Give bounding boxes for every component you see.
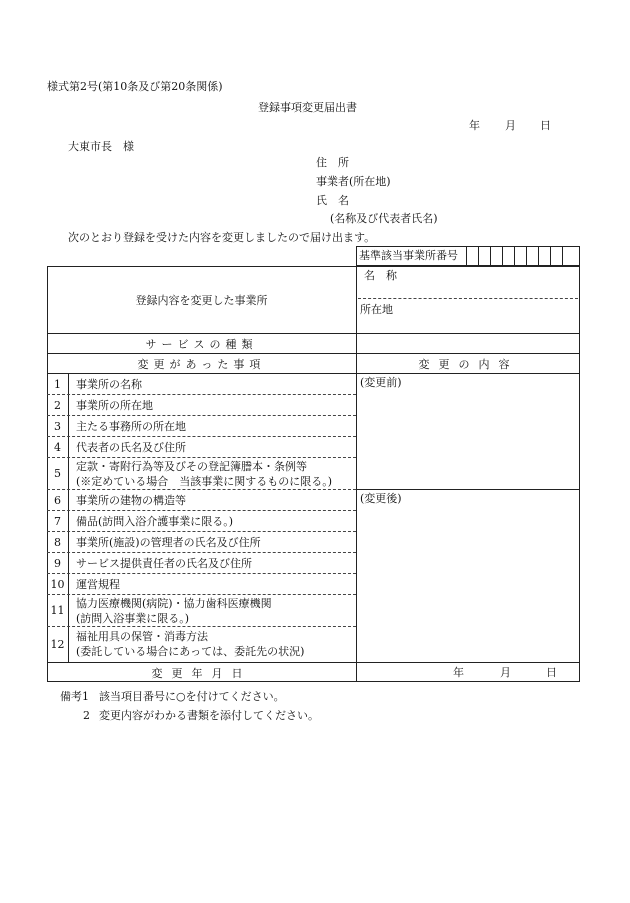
item-text-note: (※定めている場合 当該事業に関するものに限る。) [76, 475, 333, 488]
item-number: 3 [54, 419, 61, 433]
item-number: 1 [54, 377, 61, 391]
change-date-year: 年 [453, 666, 464, 679]
applicant-name-note: (名称及び代表者氏名) [330, 212, 438, 225]
remarks-label: 備考1 [60, 690, 89, 703]
before-change-label: (変更前) [360, 376, 402, 389]
office-number-label: 基準該当事業所番号 [359, 249, 458, 262]
office-section-label: 登録内容を変更した事業所 [135, 293, 268, 307]
change-date-label: 変更年月日 [151, 666, 252, 680]
item-text: 主たる事務所の所在地 [76, 420, 186, 433]
applicant-address-label: 住 所 [316, 156, 349, 169]
item-text-note: (委託している場合にあっては、委託先の状況) [76, 645, 305, 658]
service-type-label: サービスの種類 [145, 337, 258, 351]
item-text: 福祉用具の保管・消毒方法 [76, 630, 208, 643]
item-text: 協力医療機関(病院)・協力歯科医療機関 [76, 597, 272, 610]
item-text: 定款・寄附行為等及びその登記簿謄本・条例等 [76, 460, 307, 473]
office-name-label: 名 称 [364, 269, 397, 282]
item-text: 備品(訪問入浴介護事業に限る。) [76, 515, 234, 528]
changed-items-header: 変更があった事項 [137, 357, 266, 371]
item-text: 代表者の氏名及び住所 [76, 441, 186, 454]
item-number: 7 [54, 514, 61, 528]
item-text: 事業所(施設)の管理者の氏名及び住所 [76, 536, 261, 549]
remarks-note-2: 変更内容がわかる書類を添付してください。 [99, 709, 319, 722]
date-year-label: 年 [469, 119, 480, 132]
item-text: 事業所の建物の構造等 [76, 494, 186, 507]
item-text: サービス提供責任者の氏名及び住所 [76, 557, 252, 570]
remarks-note-2-number: 2 [83, 709, 90, 722]
item-number: 10 [50, 577, 65, 591]
remarks-note-1: 該当項目番号に○を付けてください。 [99, 690, 285, 703]
applicant-name-label: 氏 名 [316, 194, 349, 207]
item-number: 5 [54, 467, 61, 480]
item-text: 事業所の所在地 [76, 399, 153, 412]
change-content-header: 変更の内容 [418, 357, 519, 371]
item-number: 2 [54, 398, 61, 412]
addressee: 大東市長 様 [68, 140, 134, 153]
item-number: 11 [50, 604, 65, 617]
after-change-label: (変更後) [360, 492, 402, 505]
item-number: 9 [54, 556, 61, 570]
statement-text: 次のとおり登録を受けた内容を変更しましたので届け出ます。 [68, 231, 376, 244]
item-text: 事業所の名称 [76, 378, 142, 391]
item-text-note: (訪問入浴事業に限る。) [76, 612, 190, 625]
date-day-label: 日 [540, 119, 551, 132]
date-month-label: 月 [505, 119, 516, 132]
item-number: 12 [50, 638, 65, 651]
item-number: 4 [54, 440, 61, 454]
item-text: 運営規程 [76, 578, 120, 591]
change-date-day: 日 [546, 666, 557, 679]
item-number: 6 [54, 493, 61, 507]
applicant-operator-label: 事業者(所在地) [316, 175, 391, 188]
item-number: 8 [54, 535, 61, 549]
form-title: 登録事項変更届出書 [258, 101, 357, 114]
change-date-month: 月 [500, 666, 511, 679]
office-location-label: 所在地 [360, 303, 393, 316]
form-reference: 様式第2号(第10条及び第20条関係) [47, 80, 223, 93]
